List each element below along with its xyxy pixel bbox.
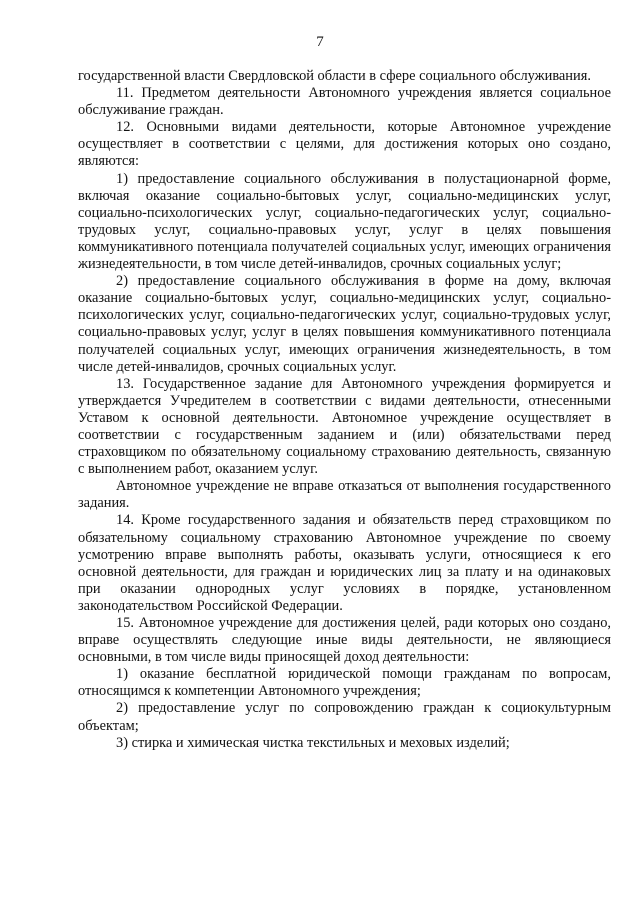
paragraph-14: 14. Кроме государственного задания и обязательств перед страховщиком по обязательному социальному страхованию Автономное учреждение по своему усмотрению вправе выполнять работы, оказывать услуги, относящиеся к его основной деятельности, для граждан и юридических лиц за плату и на одинаковых при оказании однородных услуг условиях в порядке, установленном законодательством Российской Федерации. [78, 512, 611, 614]
paragraph-11: 11. Предметом деятельности Автономного учреждения является социальное обслуживание граждан. [78, 85, 611, 119]
document-body [78, 68, 611, 752]
paragraph-15-item-1: 1) оказание бесплатной юридической помощи гражданам по вопросам, относящимся к компетенции Автономного учреждения; [78, 666, 611, 700]
paragraph-12-item-1: 1) предоставление социального обслуживания в полустационарной форме, включая оказание социально-бытовых услуг, социально-медицинских услуг, социально-психологических услуг, социально-педагогических услуг, социально-трудовых услуг, социально-правовых услуг, услуг в целях повышения коммуникативного потенциала получателей социальных услуг, имеющих ограничения жизнедеятельности, в том числе детей-инвалидов, срочных социальных услуг; [78, 170, 611, 273]
paragraph-15: 15. Автономное учреждение для достижения целей, ради которых оно создано, вправе осуществлять следующие иные виды деятельности, не являющиеся основными, в том числе виды приносящей доход деятельности: [78, 615, 611, 666]
paragraph-continuation: государственной власти Свердловской области в сфере социального обслуживания. [78, 68, 591, 84]
paragraph-12: 12. Основными видами деятельности, которые Автономное учреждение осуществляет в соответствии с целями, для достижения которых оно создано, являются: [78, 119, 611, 170]
paragraph-12-item-2: 2) предоставление социального обслуживания в форме на дому, включая оказание социально-бытовых услуг, социально-медицинских услуг, социально-психологических услуг, социально-педагогических услуг, социально-трудовых услуг, социально-правовых услуг, услуг в целях повышения коммуникативного потенциала получателей социальных услуг, имеющих ограничения жизнедеятельность, в том числе детей-инвалидов, срочных социальных услуг. [78, 273, 611, 375]
paragraph-13: 13. Государственное задание для Автономного учреждения формируется и утверждается Учредителем в соответствии с видами деятельности, отнесенными Уставом к основной деятельности. Автономное учреждение осуществляет в соответствии с государственным заданием и (или) обязательствами перед страховщиком по обязательному социальному страхованию деятельность, связанную с выполнением работ, оказанием услуг. [78, 375, 611, 478]
page-number: 7 [316, 34, 324, 50]
paragraph-15-item-3: 3) стирка и химическая чистка текстильных и меховых изделий; [116, 734, 510, 751]
paragraph-15-item-2: 2) предоставление услуг по сопровождению граждан к социокультурным объектам; [78, 700, 611, 734]
paragraph-13-note: Автономное учреждение не вправе отказаться от выполнения государственного задания. [78, 478, 611, 512]
